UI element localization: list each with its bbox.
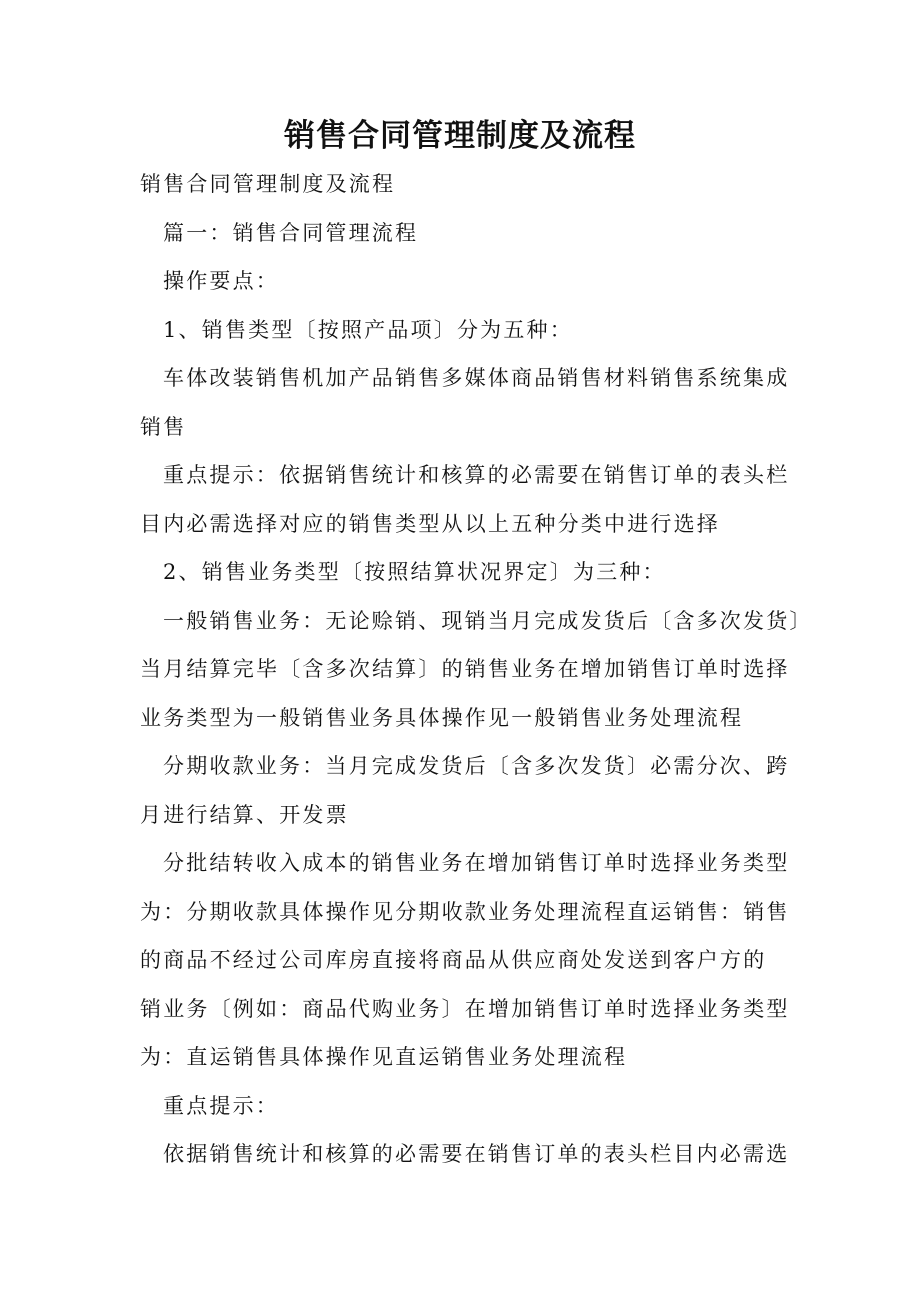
paragraph-line: 的商品不经过公司库房直接将商品从供应商处发送到客户方的 bbox=[140, 948, 767, 972]
paragraph-line: 当月结算完毕〔含多次结算〕的销售业务在增加销售订单时选择 bbox=[140, 657, 790, 681]
paragraph-line: 分批结转收入成本的销售业务在增加销售订单时选择业务类型 bbox=[163, 851, 790, 875]
paragraph-line: 2、销售业务类型〔按照结算状况界定〕为三种： bbox=[163, 560, 666, 584]
paragraph-line: 业务类型为一般销售业务具体操作见一般销售业务处理流程 bbox=[140, 705, 744, 730]
paragraph-line: 销售 bbox=[140, 414, 187, 439]
paragraph-line: 重点提示：依据销售统计和核算的必需要在销售订单的表头栏 bbox=[163, 463, 790, 487]
paragraph-line: 一般销售业务：无论赊销、现销当月完成发货后〔含多次发货〕 bbox=[163, 608, 813, 633]
paragraph-line: 目内必需选择对应的销售类型从以上五种分类中进行选择 bbox=[140, 511, 720, 536]
paragraph-line: 车体改装销售机加产品销售多媒体商品销售材料销售系统集成 bbox=[163, 366, 790, 390]
paragraph-line: 为：直运销售具体操作见直运销售业务处理流程 bbox=[140, 1045, 628, 1069]
paragraph-line: 重点提示： bbox=[163, 1093, 279, 1118]
paragraph-line: 月进行结算、开发票 bbox=[140, 802, 349, 827]
paragraph-line: 为：分期收款具体操作见分期收款业务处理流程直运销售：销售 bbox=[140, 899, 790, 924]
paragraph-line: 销售合同管理制度及流程 bbox=[140, 172, 396, 196]
document-title: 销售合同管理制度及流程 bbox=[284, 118, 636, 154]
paragraph-line: 分期收款业务：当月完成发货后〔含多次发货〕必需分次、跨 bbox=[163, 754, 790, 778]
document-body bbox=[140, 160, 813, 1179]
paragraph-line: 操作要点： bbox=[163, 269, 279, 293]
paragraph-line: 篇一：销售合同管理流程 bbox=[163, 220, 419, 245]
paragraph-line: 销业务〔例如：商品代购业务〕在增加销售订单时选择业务类型 bbox=[140, 996, 790, 1021]
paragraph-line: 依据销售统计和核算的必需要在销售订单的表头栏目内必需选 bbox=[163, 1142, 790, 1166]
paragraph-line: 1、销售类型〔按照产品项〕分为五种： bbox=[163, 317, 573, 342]
